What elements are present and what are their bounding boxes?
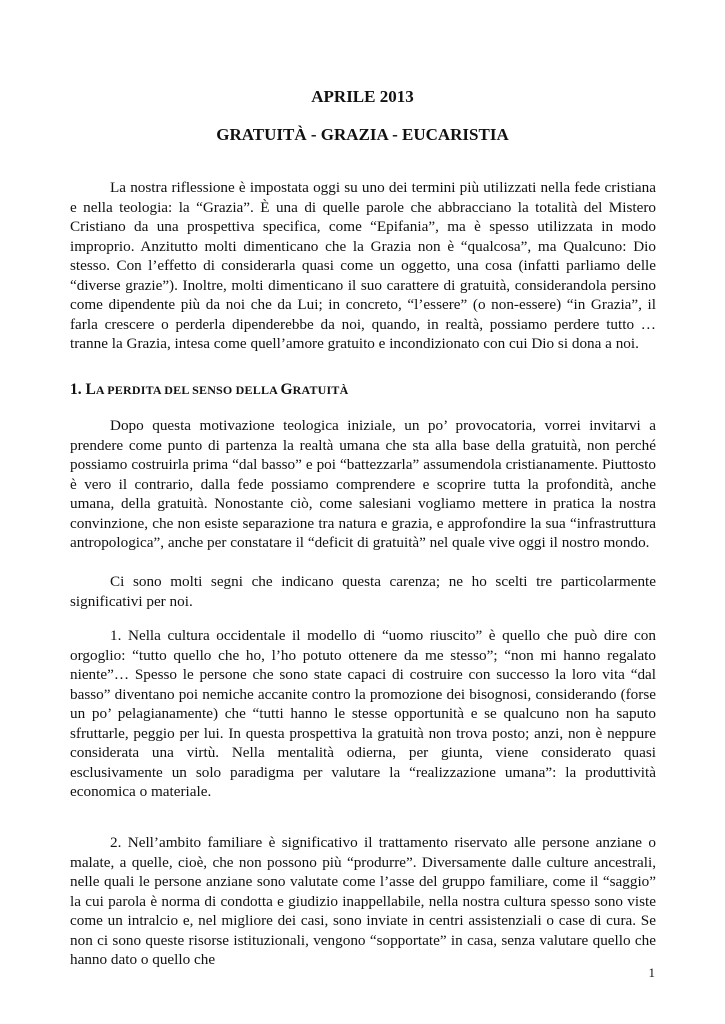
section-heading-part: A PERDITA DEL SENSO DELLA — [95, 383, 281, 397]
section-heading-part: G — [280, 381, 293, 398]
section-heading — [70, 381, 348, 399]
body-paragraph: Ci sono molti segni che indicano questa carenza; ne ho scelti tre particolarmente significativi per noi. — [70, 573, 656, 610]
document-main-title: GRATUITÀ - GRAZIA - EUCARISTIA — [216, 125, 509, 144]
body-paragraph: 2. Nell’ambito familiare è significativo il trattamento riservato alle persone anziane o malate, a quelle, cioè, che non possono più “produrre”. Diversamente dalle culture ancestrali, nelle quali le persone anziane sono valutate come l’asse del gruppo familiare, come il “saggio” la cui parola è norma di condotta e giudizio inappellabile, nella nostra cultura spesso sono viste come un intralcio e, nel migliore dei casi, sono inviate in centri assistenziali o case di cura. Se non ci sono queste risorse istituzionali, vengono “sopportate” in casa, senza valutare quello che hanno dato o quello che — [70, 834, 656, 968]
section-heading-part: RATUITÀ — [292, 383, 349, 397]
document-date-title: APRILE 2013 — [311, 87, 414, 106]
section-number: 1. — [70, 381, 86, 398]
page-number: 1 — [648, 965, 655, 980]
body-paragraph: Dopo questa motivazione teologica iniziale, un po’ provocatoria, vorrei invitarvi a prendere come punto di partenza la realtà umana che sta alla base della gratuità, non perché possiamo costruirla prima “dal basso” e poi “battezzarla” assumendola cristianamente. Piuttosto è vero il contrario, dalla fede possiamo comprendere e scoprire tutta la profondità, anche umana, della gratuità. Nonostante ciò, come salesiani vogliamo mettere in pratica la nostra convinzione, che non esiste separazione tra natura e grazia, e approfondire la sua “infrastruttura antropologica”, anche per constatare il “deficit di gratuità” nel quale vive oggi il nostro mondo. — [70, 417, 656, 551]
intro-paragraph: La nostra riflessione è impostata oggi su uno dei termini più utilizzati nella fede cristiana e nella teologia: la “Grazia”. È una di quelle parole che abbracciano la totalità del Mistero Cristiano da una prospettiva specifica, come “Epifania”, ma è spesso utilizzata in modo improprio. Anzitutto molti dimenticano che la Grazia non è “qualcosa”, ma Qualcuno: Dio stesso. Con l’effetto di considerarla quasi come un oggetto, una cosa (infatti parliamo delle “diverse grazie”). Inoltre, molti dimenticano il suo carattere di gratuità, considerandola persino come dipendente più da noi che da Lui; in concreto, “l’essere” (o non-essere) “in Grazia”, il farla crescere o perderla dipenderebbe da noi, quando, in realtà, possiamo perdere tutto … tranne la Grazia, intesa come quell’amore gratuito e incondizionato con cui Dio si dona a noi. — [70, 179, 656, 352]
body-paragraph: 1. Nella cultura occidentale il modello di “uomo riuscito” è quello che può dire con orgoglio: “tutto quello che ho, l’ho potuto ottenere da me stesso”; “non mi hanno regalato niente”… Spesso le persone che sono state capaci di costruire con successo la loro vita “dal basso” diventano poi nemiche accanite contro la promozione dei bisognosi, considerando (forse un po’ pelagianamente) che “tutti hanno le stesse opportunità e se qualcuno non ha saputo sfruttarle, peggio per lui. In questa prospettiva la gratuità non trova posto; anzi, non è neppure considerata una virtù. Nella mentalità odierna, per giunta, viene considerato quasi esclusivamente un solo paradigma per valutare la “realizzazione umana”: la produttività economica o materiale. — [70, 627, 656, 800]
section-heading-part: L — [85, 381, 96, 398]
